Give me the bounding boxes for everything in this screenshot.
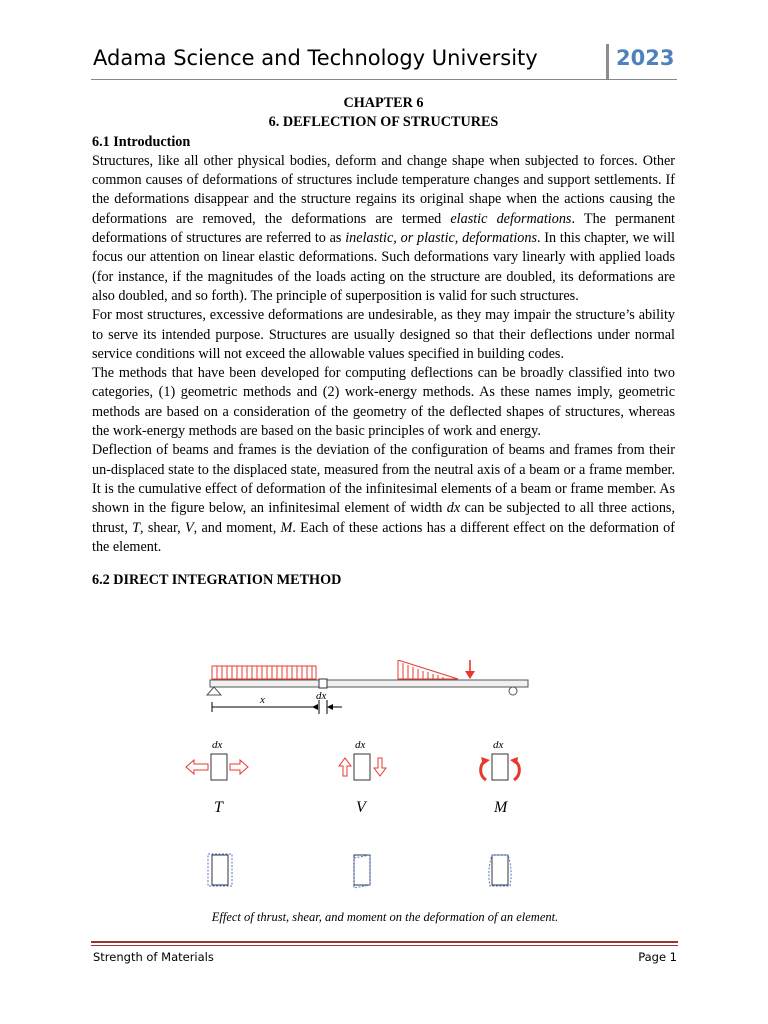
deflection-figure [170,660,600,930]
dx-label-beam: dx [316,690,327,702]
header-rule [91,79,677,80]
paragraph-3: The methods that have been developed for computing deflections can be broadly classified into two categories, (1) geometric methods and (2) work-energy methods. As these names imply, geometric methods are based on a consideration of the geometry of the deflected shapes of structures, whereas the work-energy methods are based on the basic principles of work and energy. [92,365,675,440]
document-body [92,94,675,590]
element-shear [354,754,370,780]
element-thrust [211,754,227,780]
dx-label-moment: dx [493,739,504,751]
thrust-arrow-left [186,760,208,774]
point-load-arrow [465,660,475,679]
footer-rule-top [91,941,678,943]
section-heading-direct-integration: 6.2 DIRECT INTEGRATION METHOD [92,572,342,589]
deformed-element-shear [354,855,370,888]
paragraph-4: Deflection of beams and frames is the deviation of the configuration of beams and frames from their un-displaced state to the displaced state, measured from the neutral axis of a beam or a frame member. It is the cumulative effect of deformation of the infinitesimal elements of a beam or frame member. As shown in the figure below, an infinitesimal element of width dx can be subjected to all three actions, thrust, T, shear, V, and moment, M. Each of these actions has a different effect on the deformation of the element. [92,442,676,555]
chapter-title: 6. DEFLECTION OF STRUCTURES [268,114,499,131]
footer-course: Strength of Materials [93,950,214,964]
figure-caption: Effect of thrust, shear, and moment on the deformation of an element. [211,910,559,924]
triangular-load [398,660,458,679]
roller-support [509,687,517,695]
chapter-label: CHAPTER 6 [343,95,424,111]
footer-page-number: Page 1 [638,950,677,964]
label-M: M [494,799,508,816]
section-heading-intro: 6.1 Introduction [92,133,191,150]
beam-element [319,679,327,688]
label-T: T [214,799,223,816]
paragraph-2: For most structures, excessive deformations are undesirable, as they may impair the structure’s ability to serve its intended purpose. Structures are usually designed so that their deflections under normal service conditions will not exceed the allowable values specified in building codes. [92,307,675,362]
label-V: V [356,799,366,816]
pin-support [207,687,221,695]
deformed-element-moment [489,855,511,886]
paragraph-1: Structures, like all other physical bodies, deform and change shape when subjected to forces. Other common causes of deformations of structures include temperature changes and support settlements. If the deformations disappear and the structure regains its original shape when the actions causing the deformations are removed, the deformations are termed elastic deformations. The permanent deformations of structures are referred to as inelastic, or plastic, deformations. In this chapter, we will focus our attention on linear elastic deformations. Such deformations vary linearly with applied loads (for instance, if the magnitudes of the loads acting on the structure are doubled, its deformations are also doubled, and so forth). The principle of superposition is valid for such structures. [92,152,676,304]
footer-rule-bottom [91,945,678,946]
dx-label-thrust: dx [212,739,223,751]
element-moment [492,754,508,780]
shear-arrow-down [374,758,386,776]
uniform-load [212,666,316,679]
beam [210,680,528,687]
x-label: x [260,694,265,706]
header-year: 2023 [616,46,675,70]
header-title: Adama Science and Technology University [93,46,538,70]
thrust-arrow-right [230,760,248,774]
header-divider [606,44,609,79]
deformed-element-thrust [208,854,232,886]
shear-arrow-up [339,758,351,776]
dx-label-shear: dx [355,739,366,751]
